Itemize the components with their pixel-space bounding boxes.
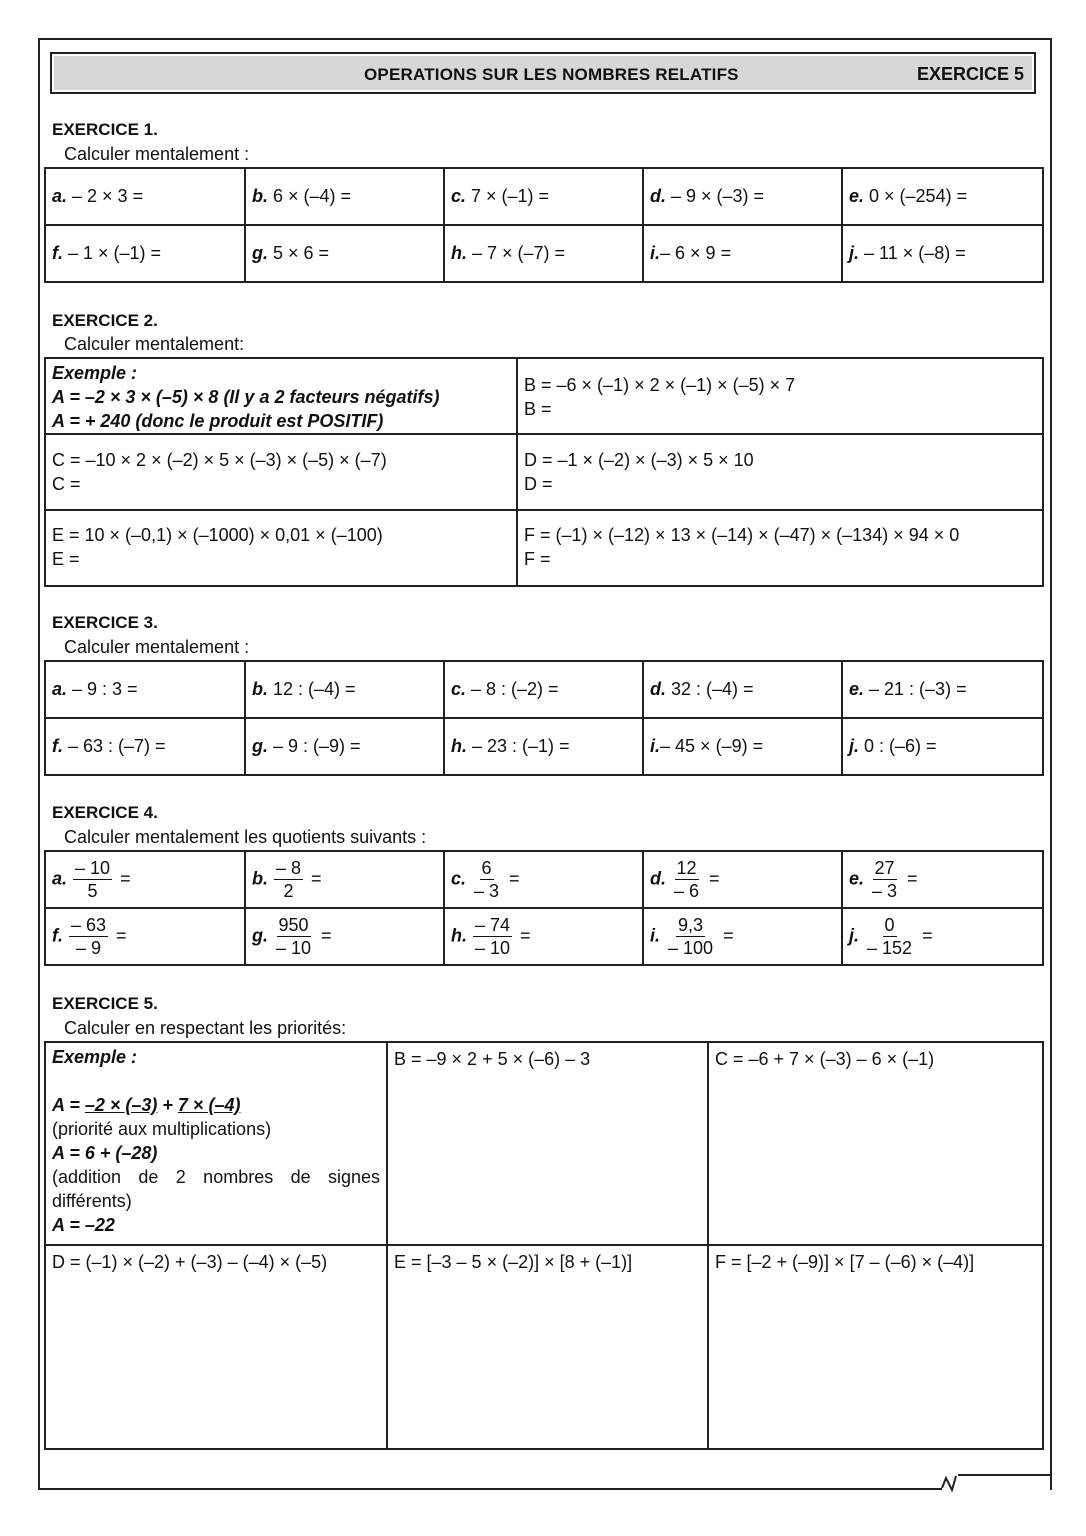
- ex5-instruction: Calculer en respectant les priorités:: [64, 1018, 347, 1038]
- fraction: [865, 914, 914, 959]
- fraction-denominator: – 3: [872, 881, 898, 901]
- fraction: [69, 914, 108, 959]
- fraction: [672, 857, 701, 902]
- ex4-cell: j. $\frac{0}{- 152}$ =: [842, 908, 1043, 965]
- fraction-denominator: – 152: [867, 938, 913, 958]
- ex1-cell: c. 7 × (–1) =: [444, 168, 643, 225]
- ex3-cell: a. – 9 : 3 =: [45, 661, 245, 718]
- ex2-cell-c: C = –10 × 2 × (–2) × 5 × (–3) × (–5) × (–7) C =: [45, 434, 517, 510]
- page-corner-mark: [940, 1472, 960, 1492]
- ex2-cell-e: E = 10 × (–0,1) × (–1000) × 0,01 × (–100) E =: [45, 510, 517, 586]
- ex2-example-line: A = + 240 (donc le produit est POSITIF): [52, 411, 384, 431]
- ex4-title: EXERCICE 4.: [52, 803, 158, 822]
- ex1-cell: h. – 7 × (–7) =: [444, 225, 643, 282]
- ex1-cell: b. 6 × (–4) =: [245, 168, 444, 225]
- ex2-cell-f: F = (–1) × (–12) × 13 × (–14) × (–47) × (–134) × 94 × 0 F =: [517, 510, 1043, 586]
- fraction-denominator: – 100: [668, 938, 714, 958]
- ex3-cell: h. – 23 : (–1) =: [444, 718, 643, 775]
- ex5-example-line: A = –2 × (–3) + 7 × (–4): [52, 1095, 241, 1115]
- fraction-denominator: – 3: [474, 881, 500, 901]
- fraction-denominator: – 10: [475, 938, 511, 958]
- ex5-cell-e: E = [–3 – 5 × (–2)] × [8 + (–1)]: [387, 1245, 708, 1449]
- worksheet-title: OPERATIONS SUR LES NOMBRES RELATIFS: [364, 65, 739, 84]
- ex4-cell: a. $\frac{- 10}{5}$ =: [45, 851, 245, 908]
- fraction-numerator: 6: [481, 858, 492, 878]
- fraction-numerator: 9,3: [678, 915, 704, 935]
- ex1-table: [44, 167, 1044, 283]
- ex3-cell: j. 0 : (–6) =: [842, 718, 1043, 775]
- ex5-cell-d: D = (–1) × (–2) + (–3) – (–4) × (–5): [45, 1245, 387, 1449]
- ex4-cell: d. $\frac{12}{- 6}$ =: [643, 851, 842, 908]
- ex5-cell-b: B = –9 × 2 + 5 × (–6) – 3: [387, 1042, 708, 1245]
- ex5-cell-f: F = [–2 + (–9)] × [7 – (–6) × (–4)]: [708, 1245, 1043, 1449]
- fraction-numerator: 12: [676, 858, 697, 878]
- fraction-numerator: – 74: [475, 915, 511, 935]
- ex5-example-cell: [45, 1042, 387, 1245]
- ex5-cell-c: C = –6 + 7 × (–3) – 6 × (–1): [708, 1042, 1043, 1245]
- ex2-cell-b: B = –6 × (–1) × 2 × (–1) × (–5) × 7 B =: [517, 358, 1043, 434]
- page-frame-bottom-right: [958, 1474, 1050, 1476]
- page-frame-bottom: [38, 1488, 942, 1490]
- fraction: [473, 914, 512, 959]
- ex4-cell: g. $\frac{950}{- 10}$ =: [245, 908, 444, 965]
- ex5-example-line: A = 6 + (–28): [52, 1143, 158, 1163]
- ex3-table: [44, 660, 1044, 776]
- ex2-instruction: Calculer mentalement:: [64, 334, 245, 354]
- ex4-cell: h. $\frac{- 74}{- 10}$ =: [444, 908, 643, 965]
- ex2-example-cell: [45, 358, 517, 434]
- fraction-denominator: – 10: [276, 938, 312, 958]
- ex1-instruction: Calculer mentalement :: [64, 144, 250, 164]
- fraction-denominator: – 6: [674, 881, 700, 901]
- ex5-example-note: (addition de 2 nombres de signes différents): [52, 1167, 380, 1211]
- fraction-numerator: – 63: [71, 915, 107, 935]
- ex3-cell: g. – 9 : (–9) =: [245, 718, 444, 775]
- ex2-title: EXERCICE 2.: [52, 311, 158, 330]
- fraction: [274, 914, 313, 959]
- ex3-cell: f. – 63 : (–7) =: [45, 718, 245, 775]
- ex3-cell: c. – 8 : (–2) =: [444, 661, 643, 718]
- ex4-cell: b. $\frac{- 8}{2}$ =: [245, 851, 444, 908]
- ex2-cell-d: D = –1 × (–2) × (–3) × 5 × 10 D =: [517, 434, 1043, 510]
- ex2-table: [44, 357, 1044, 587]
- ex1-cell: g. 5 × 6 =: [245, 225, 444, 282]
- ex5-example-result: A = –22: [52, 1215, 115, 1235]
- ex3-title: EXERCICE 3.: [52, 613, 158, 632]
- fraction-numerator: – 10: [75, 858, 111, 878]
- worksheet-number: EXERCICE 5: [916, 64, 1024, 84]
- ex5-example-heading: Exemple :: [52, 1047, 138, 1067]
- ex1-cell: i.– 6 × 9 =: [643, 225, 842, 282]
- ex2-example-line: A = –2 × 3 × (–5) × 8 (Il y a 2 facteurs négatifs): [52, 387, 440, 407]
- fraction-denominator: – 9: [76, 938, 102, 958]
- ex5-title: EXERCICE 5.: [52, 994, 158, 1013]
- ex4-cell: f. $\frac{- 63}{- 9}$ =: [45, 908, 245, 965]
- ex1-cell: f. – 1 × (–1) =: [45, 225, 245, 282]
- fraction-denominator: 2: [283, 881, 294, 901]
- ex4-instruction: Calculer mentalement les quotients suivants :: [64, 827, 427, 847]
- ex4-table: [44, 850, 1044, 966]
- fraction-numerator: – 8: [276, 858, 302, 878]
- fraction: [274, 857, 303, 902]
- ex5-example-note: (priorité aux multiplications): [52, 1119, 272, 1139]
- ex4-cell: e. $\frac{27}{- 3}$ =: [842, 851, 1043, 908]
- ex3-cell: b. 12 : (–4) =: [245, 661, 444, 718]
- ex2-example-heading: Exemple :: [52, 363, 138, 383]
- fraction: [666, 914, 715, 959]
- fraction-numerator: 950: [278, 915, 309, 935]
- fraction-numerator: 0: [884, 915, 895, 935]
- ex1-title: EXERCICE 1.: [52, 120, 158, 139]
- ex3-instruction: Calculer mentalement :: [64, 637, 250, 657]
- ex1-cell: a. – 2 × 3 =: [45, 168, 245, 225]
- fraction: [73, 857, 112, 902]
- fraction-denominator: 5: [87, 881, 98, 901]
- ex1-cell: j. – 11 × (–8) =: [842, 225, 1043, 282]
- ex4-cell: i. $\frac{9,3}{- 100}$ =: [643, 908, 842, 965]
- ex3-cell: e. – 21 : (–3) =: [842, 661, 1043, 718]
- ex4-cell: c. $\frac{6}{- 3}$ =: [444, 851, 643, 908]
- ex3-cell: d. 32 : (–4) =: [643, 661, 842, 718]
- ex1-cell: e. 0 × (–254) =: [842, 168, 1043, 225]
- ex1-cell: d. – 9 × (–3) =: [643, 168, 842, 225]
- fraction-numerator: 27: [874, 858, 895, 878]
- worksheet-header: [50, 52, 1036, 94]
- ex5-table: [44, 1041, 1044, 1450]
- ex3-cell: i.– 45 × (–9) =: [643, 718, 842, 775]
- fraction: [870, 857, 899, 902]
- fraction: [472, 857, 501, 902]
